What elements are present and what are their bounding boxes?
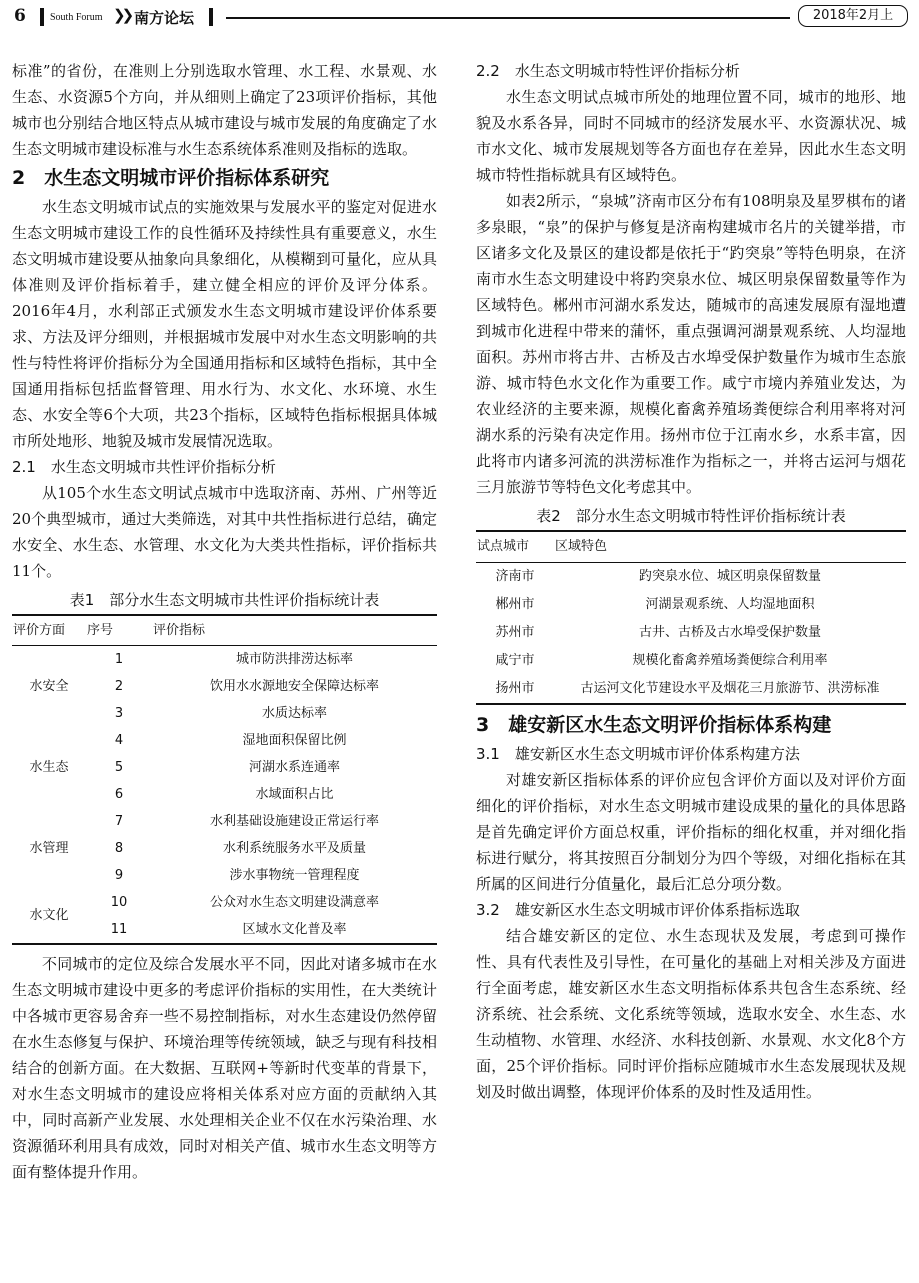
section-2-2-heading: 2.2 水生态文明城市特性评价指标分析 <box>476 62 740 80</box>
feature-cell: 规模化畜禽养殖场粪便综合利用率 <box>632 653 828 668</box>
indicator-cell: 水质达标率 <box>261 705 327 721</box>
feature-cell: 古井、古桥及古水埠受保护数量 <box>638 625 821 640</box>
city-cell: 济南市 <box>495 569 535 584</box>
number-cell: 5 <box>114 759 124 775</box>
left-column <box>12 58 437 1185</box>
number-cell: 4 <box>114 732 124 748</box>
group-cell: 水安全 <box>29 678 69 694</box>
running-header <box>0 0 919 36</box>
number-cell: 6 <box>114 786 124 802</box>
chevron-right-icon: ❯❯ <box>113 6 131 24</box>
table-header-cell: 序号 <box>86 615 152 646</box>
table-1-caption: 表1 部分水生态文明城市共性评价指标统计表 <box>69 591 380 609</box>
paragraph: 不同城市的定位及综合发展水平不同，因此对诸多城市在水生态文明城市建设中更多的考虑评价指标的实用性，在大类统计中各城市更容易舍弃一些不易控制指标，对水生态建设仍然停留在水生态修复与保护、环境治理等传统领域，缺乏与现有科技相结合的创新方面。在大数据、互联网+等新时代变革的背景下，对水生态文明城市的建设应将相关体系对应方面的贡献纳入其中，同时高新产业发展、水处理相关企业不仅在水污染治理、水资源循环利用具有成效，同时对相关产值、城市水生态文明等方面有整体提升作用。 <box>12 955 437 1181</box>
paragraph: 结合雄安新区的定位、水生态现状及发展，考虑到可操作性、具有代表性及引导性，在可量化的基础上对相关涉及方面进行全面考虑，雄安新区水生态文明指标体系共包含生态系统、经济系统、社会系统、文化系统等领域，选取水安全、水生态、水生动植物、水管理、水经济、水科技创新、水景观、水文化8个方面，25个评价指标。同时评价指标应随城市水生态发展现状及规划及时做出调整，体现评价体系的及时性及适用性。 <box>476 927 906 1101</box>
indicator-cell: 区域水文化普及率 <box>242 921 347 937</box>
table-header-cell: 评价方面 <box>12 615 86 646</box>
paragraph: 从105个水生态文明试点城市中选取济南、苏州、广州等近20个典型城市，通过大类筛选，对其中共性指标进行总结，确定水安全、水生态、水管理、水文化为大类共性指标，评价指标共11个。 <box>12 484 437 580</box>
table-header-cell: 试点城市 <box>476 531 554 563</box>
indicator-cell: 水利系统服务水平及质量 <box>222 840 366 856</box>
indicator-cell: 涉水事物统一管理程度 <box>229 867 360 883</box>
paragraph: 对雄安新区指标体系的评价应包含评价方面以及对评价方面细化的评价指标，对水生态文明城市建设成果的量化的具体思路是首先确定评价方面总权重，评价指标的细化权重，并对细化指标进行赋分，将其按照百分制划分为四个等级，对细化指标在其所属的区间进行分值量化，最后汇总分项分数。 <box>476 771 906 893</box>
section-2-1-heading: 2.1 水生态文明城市共性评价指标分析 <box>12 458 276 476</box>
indicator-cell: 水域面积占比 <box>255 786 334 802</box>
paragraph: 标准”的省份，在准则上分别选取水管理、水工程、水景观、水生态、水资源5个方向，并从细则上确定了23项评价指标，其他城市也分别结合地区特点从城市建设与城市发展的角度确定了水生态文明城市建设标准与水生态系统体系准则及指标的选取。 <box>12 62 437 158</box>
feature-cell: 趵突泉水位、城区明泉保留数量 <box>638 569 821 584</box>
journal-name-en: South Forum <box>50 12 103 23</box>
indicator-cell: 饮用水水源地安全保障达标率 <box>209 678 379 694</box>
paragraph: 如表2所示，“泉城”济南市区分布有108明泉及星罗棋布的诸多泉眼，“泉”的保护与修复是济南构建城市名片的关键举措，市区诸多文化及景区的建设都是依托于“趵突泉”等特色明泉，在济南市水生态文明建设中将趵突泉水位、城区明泉保留数量等作为区域特色。郴州市河湖水系发达，随城市的高速发展原有湿地遭到城市化进程中带来的蒲怀，重点强调河湖景观系统、人均湿地面积。苏州市将古井、古桥及古水埠受保护数量作为城市生态旅游、城市特色水文化作为重要工作。咸宁市境内养殖业发达，为农业经济的主要来源，规模化畜禽养殖场粪便综合利用率将对河湖水系的污染有决定作用。扬州市位于江南水乡，水系丰富，因此将市内诸多河流的洪涝标准作为指标之一，并将古运河与烟花三月旅游节等特色文化考虑其中。 <box>476 192 906 496</box>
number-cell: 8 <box>114 840 124 856</box>
table-header-row <box>12 615 437 646</box>
number-cell: 7 <box>114 813 124 829</box>
header-bar <box>40 8 44 26</box>
page-number: 6 <box>14 6 26 26</box>
section-3-1-heading: 3.1 雄安新区水生态文明城市评价体系构建方法 <box>476 745 800 763</box>
table-row <box>476 563 906 592</box>
indicator-cell: 公众对水生态文明建设满意率 <box>209 894 379 910</box>
city-cell: 苏州市 <box>495 625 535 640</box>
number-cell: 2 <box>114 678 124 694</box>
group-cell: 水管理 <box>29 840 69 856</box>
table-header-row <box>476 531 906 563</box>
header-rule <box>226 17 790 19</box>
group-cell: 水文化 <box>29 908 69 923</box>
table-row <box>12 646 437 674</box>
table-row <box>12 727 437 754</box>
section-3-heading: 3 雄安新区水生态文明评价指标体系构建 <box>476 714 832 736</box>
table-2-caption: 表2 部分水生态文明城市特性评价指标统计表 <box>536 507 846 525</box>
table-row <box>476 591 906 619</box>
city-cell: 郴州市 <box>495 597 535 612</box>
table-row <box>12 889 437 916</box>
section-2-heading: 2 水生态文明城市评价指标体系研究 <box>12 167 330 189</box>
indicator-cell: 城市防洪排涝达标率 <box>235 651 353 667</box>
table-row <box>476 647 906 675</box>
city-cell: 咸宁市 <box>495 653 535 668</box>
table-header-cell: 评价指标 <box>152 615 437 646</box>
city-cell: 扬州市 <box>495 681 535 696</box>
header-bar <box>209 8 213 26</box>
table-2 <box>476 530 906 705</box>
table-header-cell: 区域特色 <box>554 531 906 563</box>
feature-cell: 河湖景观系统、人均湿地面积 <box>645 597 815 612</box>
journal-name-cn: 南方论坛 <box>134 9 195 27</box>
table-1 <box>12 614 437 945</box>
indicator-cell: 河湖水系连通率 <box>248 759 340 775</box>
number-cell: 9 <box>114 867 124 883</box>
section-3-2-heading: 3.2 雄安新区水生态文明城市评价体系指标选取 <box>476 901 800 919</box>
issue-badge: 2018年2月上 <box>798 5 908 27</box>
paragraph: 水生态文明试点城市所处的地理位置不同，城市的地形、地貌及水系各异，同时不同城市的经济发展水平、水资源状况、城市水文化、城市发展规划等各方面也存在差异，因此水生态文明城市特性指标就具有区域特色。 <box>476 88 906 184</box>
number-cell: 3 <box>114 705 124 721</box>
group-cell: 水生态 <box>29 759 69 775</box>
table-row <box>476 675 906 704</box>
number-cell: 10 <box>110 894 128 910</box>
number-cell: 1 <box>114 651 124 667</box>
indicator-cell: 湿地面积保留比例 <box>242 732 347 748</box>
table-row <box>12 808 437 835</box>
feature-cell: 古运河文化节建设水平及烟花三月旅游节、洪涝标准 <box>580 681 880 696</box>
right-column <box>476 58 906 1105</box>
indicator-cell: 水利基础设施建设正常运行率 <box>209 813 379 829</box>
number-cell: 11 <box>110 921 128 937</box>
table-row <box>476 619 906 647</box>
paragraph: 水生态文明城市试点的实施效果与发展水平的鉴定对促进水生态文明城市建设工作的良性循环及持续性具有重要意义，水生态文明城市建设要从抽象向具象细化，从模糊到可量化，应从具体准则及评价指标着手，建立健全相应的评价及评分体系。2016年4月，水利部正式颁发水生态文明城市建设评价体系要求、方法及评分细则，并根据城市发展中对水生态文明影响的共性与特性将评价指标分为全国通用指标和区域特色指标，其中全国通用指标包括监督管理、用水行为、水文化、水环境、水生态、水安全等6个大项，共23个指标，区域特色指标根据具体城市所处地形、地貌及城市发展情况选取。 <box>12 198 437 450</box>
